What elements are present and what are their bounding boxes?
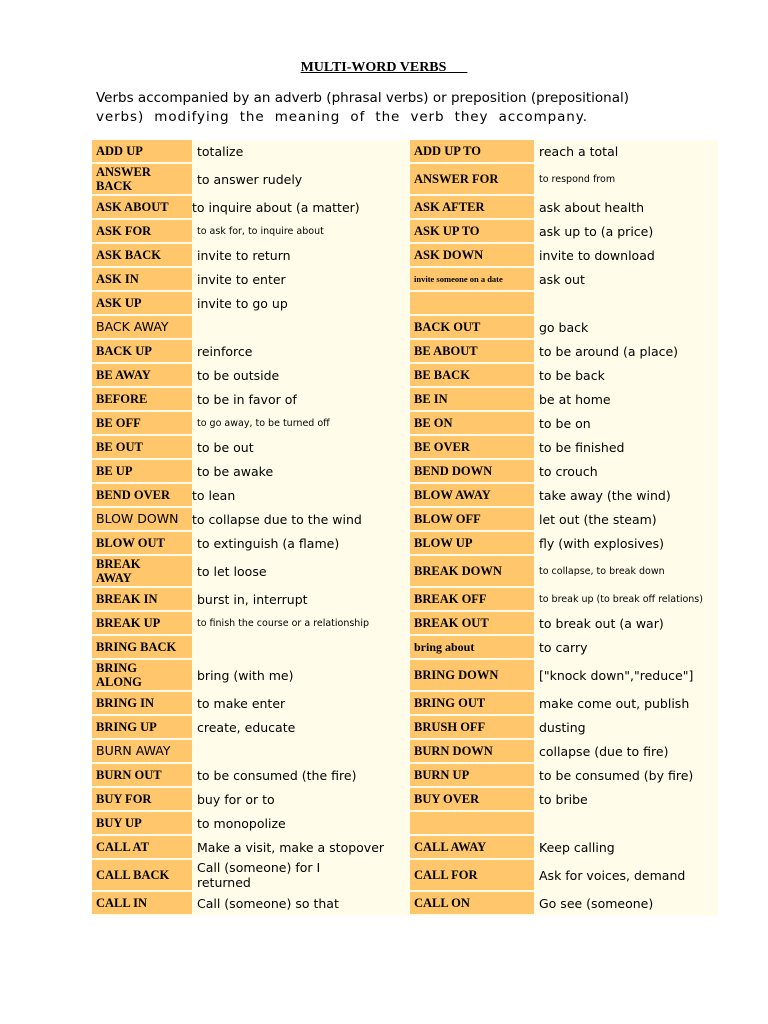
verb-cell-left bbox=[92, 836, 192, 858]
meaning-right: ask up to (a price) bbox=[539, 223, 654, 239]
verb-cell-left bbox=[92, 484, 192, 506]
verb-cell-left bbox=[92, 196, 192, 218]
meaning-cell-left bbox=[192, 860, 410, 890]
meaning-left: to be in favor of bbox=[197, 391, 297, 407]
verb-left: ASK UP bbox=[96, 296, 142, 310]
meaning-left: reinforce bbox=[197, 343, 253, 359]
meaning-cell-right bbox=[534, 460, 718, 482]
meaning-left: to inquire about (a matter) bbox=[192, 199, 360, 215]
meaning-cell-left bbox=[192, 556, 410, 586]
verb-left: BREAK AWAY bbox=[96, 557, 141, 585]
verb-right: CALL FOR bbox=[414, 868, 478, 882]
meaning-left: to monopolize bbox=[197, 815, 286, 831]
meaning-right: ask out bbox=[539, 271, 585, 287]
meaning-cell-right bbox=[534, 436, 718, 458]
meaning-cell-left bbox=[192, 764, 410, 786]
verb-cell-left bbox=[92, 812, 192, 834]
verb-left: BRING BACK bbox=[96, 640, 177, 654]
meaning-right: to be consumed (by fire) bbox=[539, 767, 694, 783]
verb-cell-left bbox=[92, 316, 192, 338]
meaning-right: take away (the wind) bbox=[539, 487, 671, 503]
intro-paragraph bbox=[96, 89, 634, 127]
verb-cell-left bbox=[92, 220, 192, 242]
verb-right: bring about bbox=[414, 640, 475, 654]
meaning-right: ["knock down","reduce"] bbox=[539, 667, 694, 683]
verb-right: BRING OUT bbox=[414, 696, 486, 710]
verb-right: CALL AWAY bbox=[414, 840, 487, 854]
meaning-cell-right bbox=[534, 892, 718, 914]
table-row bbox=[92, 764, 718, 786]
verb-left: ANSWER BACK bbox=[96, 165, 151, 193]
meaning-cell-right bbox=[534, 292, 718, 314]
verb-cell-right bbox=[410, 292, 534, 314]
meaning-left: burst in, interrupt bbox=[197, 591, 308, 607]
meaning-cell-right bbox=[534, 316, 718, 338]
verb-right: BRUSH OFF bbox=[414, 720, 486, 734]
meaning-cell-left bbox=[192, 836, 410, 858]
verb-cell-right bbox=[410, 220, 534, 242]
verb-left: ASK IN bbox=[96, 272, 139, 286]
table-row bbox=[92, 692, 718, 714]
intro-line-2: verbs) modifying the meaning of the verb they accompany. bbox=[96, 109, 588, 125]
verb-cell-left bbox=[92, 532, 192, 554]
meaning-left: to be consumed (the fire) bbox=[197, 767, 357, 783]
table-row bbox=[92, 140, 718, 162]
meaning-cell-left bbox=[192, 788, 410, 810]
meaning-cell-right bbox=[534, 244, 718, 266]
meaning-left: to be awake bbox=[197, 463, 274, 479]
verb-cell-left bbox=[92, 508, 192, 530]
meaning-cell-left bbox=[192, 388, 410, 410]
table-row bbox=[92, 556, 718, 586]
meaning-left: Call (someone) for I returned bbox=[197, 860, 321, 890]
table-row bbox=[92, 892, 718, 914]
meaning-cell-right bbox=[534, 788, 718, 810]
table-row bbox=[92, 636, 718, 658]
meaning-cell-left bbox=[192, 508, 410, 530]
verb-left: CALL IN bbox=[96, 896, 148, 910]
verb-right: ASK UP TO bbox=[414, 224, 480, 238]
meaning-cell-left bbox=[192, 196, 410, 218]
verb-left: ASK FOR bbox=[96, 224, 152, 238]
verb-table bbox=[92, 140, 718, 916]
meaning-cell-left bbox=[192, 740, 410, 762]
verb-cell-right bbox=[410, 364, 534, 386]
table-row bbox=[92, 388, 718, 410]
verb-cell-right bbox=[410, 244, 534, 266]
table-row bbox=[92, 364, 718, 386]
table-row bbox=[92, 508, 718, 530]
meaning-right: dusting bbox=[539, 719, 586, 735]
meaning-cell-left bbox=[192, 588, 410, 610]
meaning-cell-left bbox=[192, 292, 410, 314]
meaning-cell-right bbox=[534, 364, 718, 386]
table-row bbox=[92, 292, 718, 314]
meaning-left: to collapse due to the wind bbox=[192, 511, 362, 527]
verb-right: BLOW OFF bbox=[414, 512, 481, 526]
verb-cell-right bbox=[410, 412, 534, 434]
meaning-left: Call (someone) so that bbox=[197, 895, 339, 911]
meaning-cell-right bbox=[534, 692, 718, 714]
meaning-cell-right bbox=[534, 836, 718, 858]
verb-cell-left bbox=[92, 636, 192, 658]
verb-left: BE AWAY bbox=[96, 368, 151, 382]
meaning-cell-right bbox=[534, 412, 718, 434]
verb-cell-left bbox=[92, 164, 192, 194]
verb-right: BUY OVER bbox=[414, 792, 480, 806]
table-row bbox=[92, 740, 718, 762]
verb-cell-right bbox=[410, 716, 534, 738]
verb-cell-right bbox=[410, 636, 534, 658]
verb-cell-left bbox=[92, 340, 192, 362]
meaning-cell-left bbox=[192, 636, 410, 658]
verb-right: ADD UP TO bbox=[414, 144, 481, 158]
meaning-left: totalize bbox=[197, 143, 244, 159]
meaning-left: invite to go up bbox=[197, 295, 288, 311]
verb-right: ASK DOWN bbox=[414, 248, 484, 262]
meaning-cell-left bbox=[192, 484, 410, 506]
meaning-right: Go see (someone) bbox=[539, 895, 654, 911]
verb-right: BACK OUT bbox=[414, 320, 481, 334]
table-row bbox=[92, 436, 718, 458]
table-row bbox=[92, 860, 718, 890]
table-row bbox=[92, 788, 718, 810]
table-row bbox=[92, 196, 718, 218]
meaning-cell-right bbox=[534, 268, 718, 290]
verb-cell-left bbox=[92, 892, 192, 914]
meaning-cell-left bbox=[192, 716, 410, 738]
table-row bbox=[92, 484, 718, 506]
verb-cell-right bbox=[410, 660, 534, 690]
meaning-right: to be finished bbox=[539, 439, 625, 455]
verb-cell-right bbox=[410, 196, 534, 218]
meaning-cell-right bbox=[534, 388, 718, 410]
meaning-cell-left bbox=[192, 692, 410, 714]
verb-right: BE ABOUT bbox=[414, 344, 478, 358]
table-row bbox=[92, 268, 718, 290]
meaning-cell-right bbox=[534, 860, 718, 890]
title-underline-tail bbox=[446, 60, 467, 75]
meaning-cell-right bbox=[534, 740, 718, 762]
verb-cell-right bbox=[410, 340, 534, 362]
meaning-right: to be on bbox=[539, 415, 591, 431]
verb-right: ANSWER FOR bbox=[414, 172, 499, 186]
verb-left: ADD UP bbox=[96, 144, 143, 158]
verb-left: ASK BACK bbox=[96, 248, 161, 262]
verb-left: BLOW DOWN bbox=[96, 511, 179, 526]
meaning-cell-right bbox=[534, 220, 718, 242]
table-row bbox=[92, 164, 718, 194]
meaning-cell-right bbox=[534, 660, 718, 690]
table-row bbox=[92, 316, 718, 338]
verb-left: CALL BACK bbox=[96, 868, 170, 882]
verb-cell-left bbox=[92, 292, 192, 314]
verb-cell-left bbox=[92, 588, 192, 610]
meaning-cell-right bbox=[534, 636, 718, 658]
meaning-left: to be outside bbox=[197, 367, 280, 383]
table-row bbox=[92, 660, 718, 690]
meaning-cell-left bbox=[192, 532, 410, 554]
meaning-right: to break up (to break off relations) bbox=[539, 593, 703, 605]
meaning-right: collapse (due to fire) bbox=[539, 743, 669, 759]
verb-cell-left bbox=[92, 788, 192, 810]
verb-cell-right bbox=[410, 892, 534, 914]
verb-cell-right bbox=[410, 164, 534, 194]
verb-right: BLOW UP bbox=[414, 536, 473, 550]
meaning-cell-left bbox=[192, 612, 410, 634]
verb-cell-right bbox=[410, 316, 534, 338]
table-row bbox=[92, 612, 718, 634]
verb-right: BEND DOWN bbox=[414, 464, 493, 478]
meaning-cell-left bbox=[192, 364, 410, 386]
meaning-right: ask about health bbox=[539, 199, 644, 215]
document-title bbox=[0, 59, 768, 77]
verb-cell-left bbox=[92, 412, 192, 434]
meaning-cell-right bbox=[534, 196, 718, 218]
meaning-cell-left bbox=[192, 340, 410, 362]
verb-cell-right bbox=[410, 764, 534, 786]
intro-line-1: Verbs accompanied by an adverb (phrasal verbs) or preposition (prepositional) bbox=[96, 90, 630, 106]
verb-left: BURN OUT bbox=[96, 768, 162, 782]
verb-left: BURN AWAY bbox=[96, 743, 171, 758]
verb-right: BE IN bbox=[414, 392, 448, 406]
verb-cell-left bbox=[92, 740, 192, 762]
meaning-right: to bribe bbox=[539, 791, 588, 807]
verb-right: BURN DOWN bbox=[414, 744, 493, 758]
meaning-left: to lean bbox=[192, 487, 236, 503]
verb-cell-left bbox=[92, 244, 192, 266]
verb-left: BREAK UP bbox=[96, 616, 161, 630]
verb-cell-right bbox=[410, 836, 534, 858]
verb-cell-right bbox=[410, 484, 534, 506]
meaning-cell-left bbox=[192, 812, 410, 834]
title-text: MULTI-WORD VERBS bbox=[300, 60, 447, 75]
verb-cell-right bbox=[410, 436, 534, 458]
verb-cell-right bbox=[410, 460, 534, 482]
verb-cell-left bbox=[92, 268, 192, 290]
meaning-right: fly (with explosives) bbox=[539, 535, 664, 551]
meaning-cell-right bbox=[534, 612, 718, 634]
meaning-cell-left bbox=[192, 140, 410, 162]
meaning-left: to go away, to be turned off bbox=[197, 417, 330, 429]
meaning-cell-right bbox=[534, 532, 718, 554]
meaning-right: Keep calling bbox=[539, 839, 615, 855]
verb-right: BREAK OFF bbox=[414, 592, 487, 606]
verb-left: BRING IN bbox=[96, 696, 154, 710]
verb-cell-left bbox=[92, 140, 192, 162]
verb-cell-right bbox=[410, 692, 534, 714]
meaning-cell-left bbox=[192, 164, 410, 194]
meaning-cell-right bbox=[534, 716, 718, 738]
meaning-right: to be back bbox=[539, 367, 605, 383]
table-row bbox=[92, 220, 718, 242]
verb-cell-left bbox=[92, 460, 192, 482]
table-row bbox=[92, 716, 718, 738]
verb-cell-left bbox=[92, 716, 192, 738]
meaning-right: reach a total bbox=[539, 143, 619, 159]
meaning-right: to carry bbox=[539, 639, 588, 655]
verb-cell-right bbox=[410, 588, 534, 610]
verb-right: ASK AFTER bbox=[414, 200, 485, 214]
verb-cell-left bbox=[92, 660, 192, 690]
verb-right: BE BACK bbox=[414, 368, 470, 382]
meaning-right: go back bbox=[539, 319, 589, 335]
meaning-cell-left bbox=[192, 244, 410, 266]
meaning-cell-left bbox=[192, 316, 410, 338]
verb-cell-right bbox=[410, 268, 534, 290]
verb-left: BE UP bbox=[96, 464, 133, 478]
meaning-cell-right bbox=[534, 484, 718, 506]
verb-left: BLOW OUT bbox=[96, 536, 165, 550]
verb-left: BEND OVER bbox=[96, 488, 170, 502]
verb-left: BUY FOR bbox=[96, 792, 152, 806]
verb-cell-left bbox=[92, 436, 192, 458]
meaning-right: invite to download bbox=[539, 247, 655, 263]
verb-right: invite someone on a date bbox=[414, 274, 503, 284]
verb-right: CALL ON bbox=[414, 896, 470, 910]
meaning-left: Make a visit, make a stopover bbox=[197, 839, 385, 855]
meaning-right: to break out (a war) bbox=[539, 615, 664, 631]
table-row bbox=[92, 812, 718, 834]
meaning-cell-left bbox=[192, 220, 410, 242]
meaning-cell-left bbox=[192, 660, 410, 690]
verb-left: BACK AWAY bbox=[96, 319, 169, 334]
verb-cell-left bbox=[92, 860, 192, 890]
verb-cell-left bbox=[92, 612, 192, 634]
meaning-left: to answer rudely bbox=[197, 171, 303, 187]
verb-right: BREAK DOWN bbox=[414, 564, 502, 578]
meaning-cell-right bbox=[534, 588, 718, 610]
meaning-left: to ask for, to inquire about bbox=[197, 225, 324, 237]
table-row bbox=[92, 532, 718, 554]
verb-cell-left bbox=[92, 364, 192, 386]
meaning-cell-right bbox=[534, 556, 718, 586]
verb-right: BURN UP bbox=[414, 768, 470, 782]
meaning-cell-right bbox=[534, 340, 718, 362]
verb-cell-right bbox=[410, 532, 534, 554]
verb-left: ASK ABOUT bbox=[96, 200, 169, 214]
verb-cell-right bbox=[410, 860, 534, 890]
verb-cell-right bbox=[410, 508, 534, 530]
verb-left: BUY UP bbox=[96, 816, 142, 830]
meaning-cell-left bbox=[192, 460, 410, 482]
meaning-right: to crouch bbox=[539, 463, 598, 479]
meaning-right: make come out, publish bbox=[539, 695, 690, 711]
table-row bbox=[92, 244, 718, 266]
meaning-cell-right bbox=[534, 164, 718, 194]
meaning-left: to finish the course or a relationship bbox=[197, 617, 369, 629]
verb-left: BREAK IN bbox=[96, 592, 158, 606]
verb-left: BRING ALONG bbox=[96, 661, 142, 689]
verb-right: BRING DOWN bbox=[414, 668, 499, 682]
meaning-right: let out (the steam) bbox=[539, 511, 657, 527]
meaning-left: create, educate bbox=[197, 719, 296, 735]
verb-right: BE ON bbox=[414, 416, 453, 430]
verb-left: BE OFF bbox=[96, 416, 141, 430]
meaning-left: bring (with me) bbox=[197, 667, 294, 683]
verb-cell-left bbox=[92, 556, 192, 586]
meaning-left: invite to enter bbox=[197, 271, 286, 287]
verb-cell-left bbox=[92, 692, 192, 714]
verb-cell-right bbox=[410, 788, 534, 810]
verb-left: BRING UP bbox=[96, 720, 157, 734]
meaning-left: to extinguish (a flame) bbox=[197, 535, 340, 551]
verb-right: BE OVER bbox=[414, 440, 470, 454]
meaning-left: to be out bbox=[197, 439, 254, 455]
meaning-cell-right bbox=[534, 508, 718, 530]
verb-left: BE OUT bbox=[96, 440, 143, 454]
verb-cell-left bbox=[92, 764, 192, 786]
meaning-cell-left bbox=[192, 412, 410, 434]
meaning-left: to make enter bbox=[197, 695, 286, 711]
table-row bbox=[92, 460, 718, 482]
verb-cell-right bbox=[410, 140, 534, 162]
table-row bbox=[92, 340, 718, 362]
verb-right: BREAK OUT bbox=[414, 616, 489, 630]
meaning-right: be at home bbox=[539, 391, 611, 407]
meaning-left: invite to return bbox=[197, 247, 291, 263]
verb-left: BEFORE bbox=[96, 392, 148, 406]
verb-cell-right bbox=[410, 812, 534, 834]
verb-cell-right bbox=[410, 388, 534, 410]
meaning-cell-right bbox=[534, 140, 718, 162]
meaning-right: to respond from bbox=[539, 173, 616, 185]
meaning-right: to be around (a place) bbox=[539, 343, 679, 359]
table-row bbox=[92, 588, 718, 610]
meaning-cell-left bbox=[192, 892, 410, 914]
verb-right: BLOW AWAY bbox=[414, 488, 491, 502]
table-row bbox=[92, 836, 718, 858]
verb-cell-right bbox=[410, 612, 534, 634]
verb-cell-left bbox=[92, 388, 192, 410]
verb-cell-right bbox=[410, 556, 534, 586]
verb-left: CALL AT bbox=[96, 840, 149, 854]
meaning-cell-right bbox=[534, 764, 718, 786]
meaning-cell-left bbox=[192, 268, 410, 290]
meaning-left: to let loose bbox=[197, 563, 267, 579]
verb-cell-right bbox=[410, 740, 534, 762]
table-row bbox=[92, 412, 718, 434]
meaning-cell-right bbox=[534, 812, 718, 834]
meaning-left: buy for or to bbox=[197, 791, 275, 807]
meaning-cell-left bbox=[192, 436, 410, 458]
verb-left: BACK UP bbox=[96, 344, 152, 358]
meaning-right: to collapse, to break down bbox=[539, 565, 665, 577]
meaning-right: Ask for voices, demand bbox=[539, 867, 686, 883]
